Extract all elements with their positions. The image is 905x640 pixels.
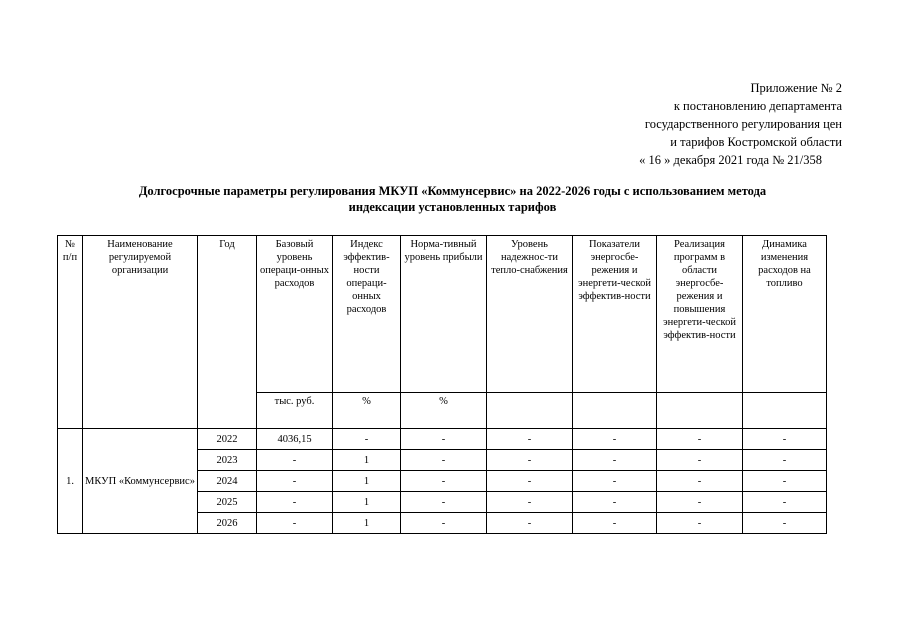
header-fuel: Динамика изменения расходов на топливо	[743, 236, 827, 393]
cell-energy: -	[573, 471, 657, 492]
cell-energy: -	[573, 429, 657, 450]
cell-reliability: -	[487, 429, 573, 450]
cell-base: -	[257, 513, 333, 534]
cell-energy: -	[573, 513, 657, 534]
unit-base: тыс. руб.	[257, 393, 333, 429]
header-org: Наименование регулируемой организации	[83, 236, 198, 429]
cell-year: 2022	[198, 429, 257, 450]
cell-year: 2023	[198, 450, 257, 471]
cell-base: 4036,15	[257, 429, 333, 450]
cell-base: -	[257, 492, 333, 513]
cell-base: -	[257, 450, 333, 471]
cell-reliability: -	[487, 513, 573, 534]
cell-index: 1	[333, 450, 401, 471]
unit-empty	[573, 393, 657, 429]
cell-index: 1	[333, 513, 401, 534]
unit-empty	[743, 393, 827, 429]
header-base: Базовый уровень операци-онных расходов	[257, 236, 333, 393]
cell-norm: -	[401, 492, 487, 513]
header-index: Индекс эффектив-ности операци-онных расходов	[333, 236, 401, 393]
appendix-line: и тарифов Костромской области	[670, 135, 842, 149]
table-row	[58, 429, 827, 450]
unit-empty	[657, 393, 743, 429]
unit-index: %	[333, 393, 401, 429]
unit-norm: %	[401, 393, 487, 429]
appendix-line: Приложение № 2	[750, 81, 842, 95]
header-norm: Норма-тивный уровень прибыли	[401, 236, 487, 393]
cell-norm: -	[401, 471, 487, 492]
header-year: Год	[198, 236, 257, 429]
cell-programs: -	[657, 513, 743, 534]
cell-fuel: -	[743, 492, 827, 513]
cell-energy: -	[573, 450, 657, 471]
cell-norm: -	[401, 450, 487, 471]
header-energy: Показатели энергосбе-режения и энергети-ческой эффектив-ности	[573, 236, 657, 393]
parameters-table	[57, 235, 827, 534]
cell-programs: -	[657, 429, 743, 450]
cell-energy: -	[573, 492, 657, 513]
cell-reliability: -	[487, 450, 573, 471]
cell-norm: -	[401, 429, 487, 450]
header-num: № п/п	[58, 236, 83, 429]
title-line: Долгосрочные параметры регулирования МКУП «Коммунсервис» на 2022-2026 годы с использованием метода	[138, 184, 767, 198]
cell-programs: -	[657, 492, 743, 513]
cell-programs: -	[657, 450, 743, 471]
header-reliability: Уровень надежнос-ти тепло-снабжения	[487, 236, 573, 393]
cell-index: -	[333, 429, 401, 450]
cell-fuel: -	[743, 513, 827, 534]
row-number: 1.	[58, 429, 83, 534]
appendix-block	[639, 79, 842, 169]
cell-programs: -	[657, 471, 743, 492]
cell-reliability: -	[487, 471, 573, 492]
unit-empty	[487, 393, 573, 429]
cell-index: 1	[333, 471, 401, 492]
cell-year: 2025	[198, 492, 257, 513]
appendix-line: к постановлению департамента	[673, 99, 842, 113]
document-title	[40, 183, 865, 215]
cell-base: -	[257, 471, 333, 492]
cell-index: 1	[333, 492, 401, 513]
cell-year: 2024	[198, 471, 257, 492]
appendix-line: государственного регулирования цен	[644, 117, 842, 131]
cell-fuel: -	[743, 429, 827, 450]
appendix-date-line: « 16 » декабря 2021 года № 21/358	[639, 153, 822, 167]
cell-year: 2026	[198, 513, 257, 534]
cell-norm: -	[401, 513, 487, 534]
org-name: МКУП «Коммунсервис»	[83, 429, 198, 534]
cell-reliability: -	[487, 492, 573, 513]
cell-fuel: -	[743, 471, 827, 492]
title-line: индексации установленных тарифов	[348, 200, 557, 214]
header-programs: Реализация программ в области энергосбе-режения и повышения энергети-ческой эффектив-ности	[657, 236, 743, 393]
cell-fuel: -	[743, 450, 827, 471]
